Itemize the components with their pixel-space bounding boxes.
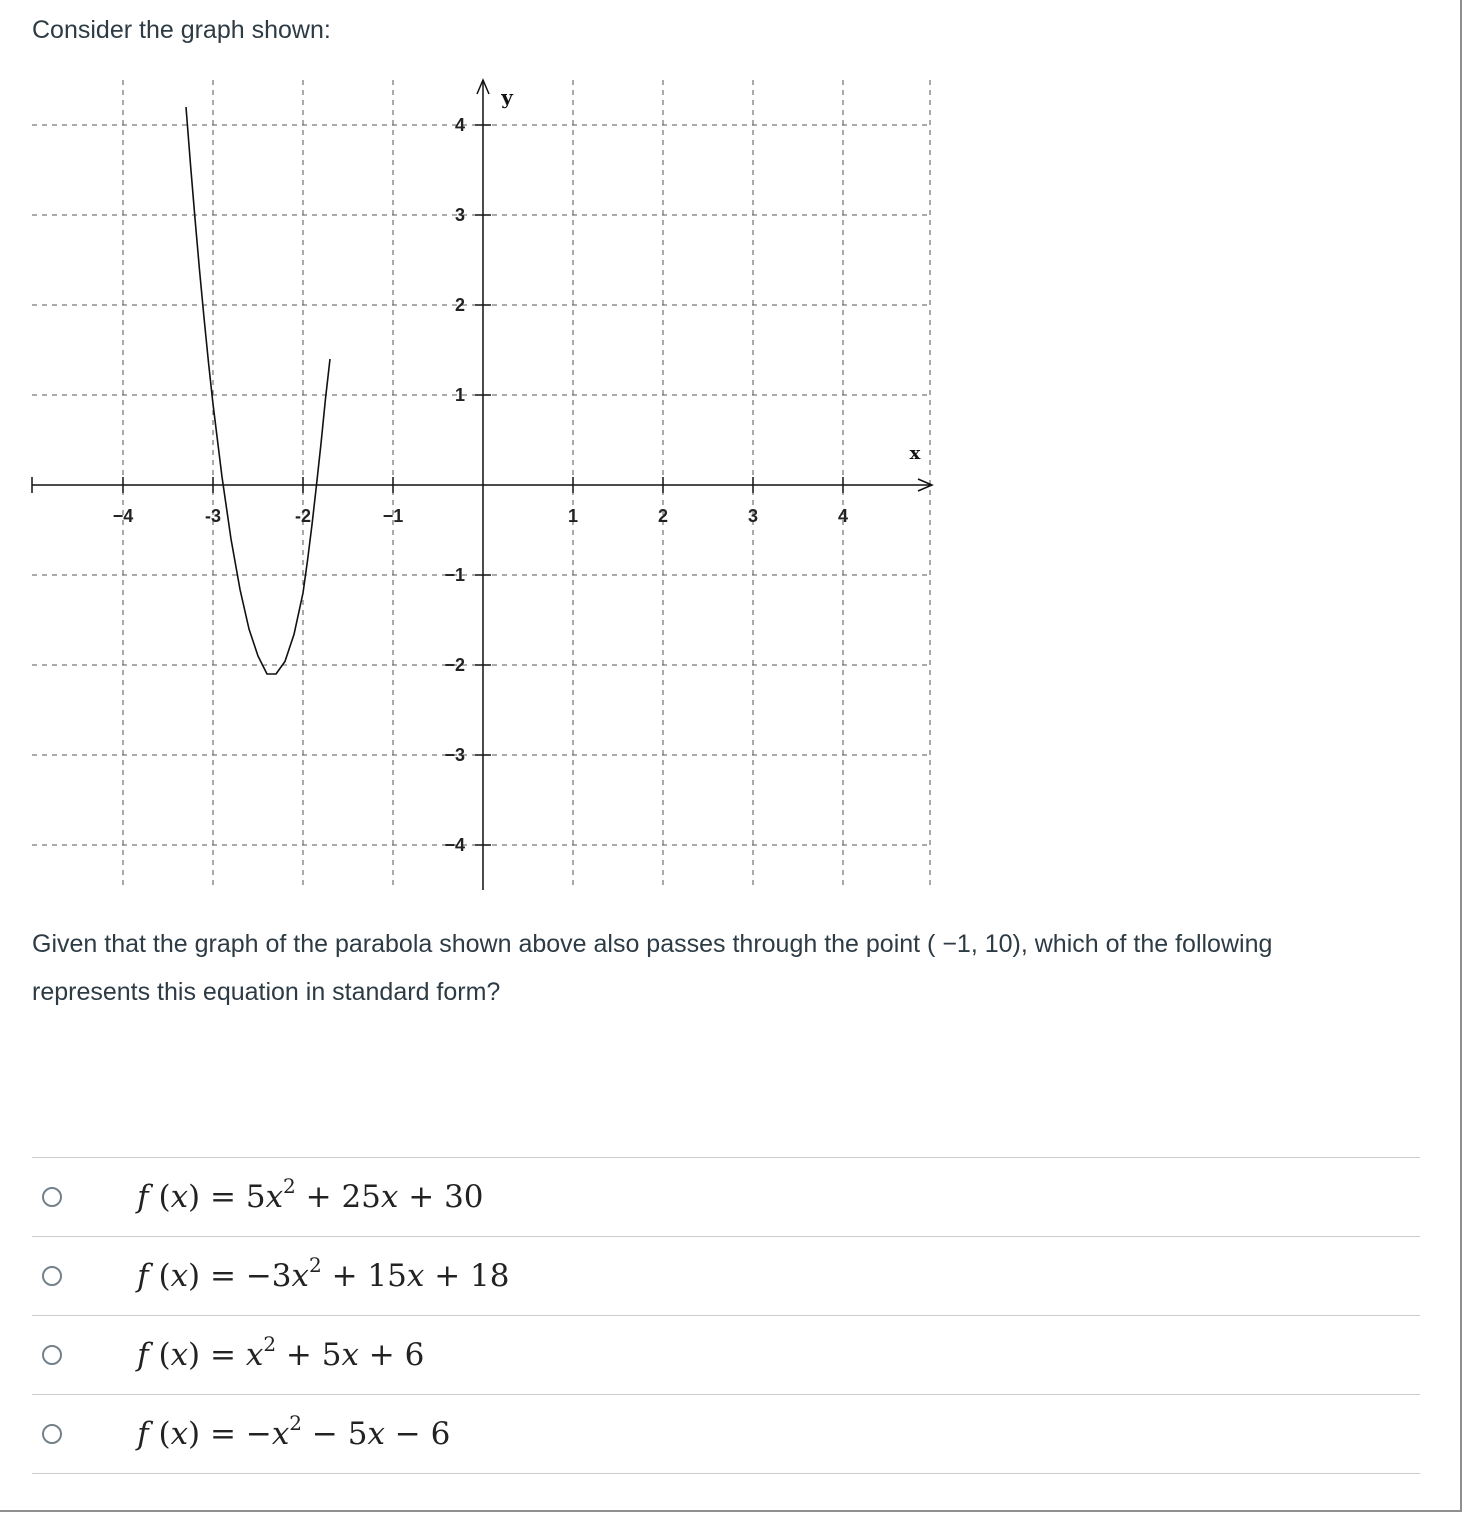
y-tick-label: −3 xyxy=(444,745,465,765)
y-tick-label: −2 xyxy=(444,655,465,675)
answer-option-4[interactable] xyxy=(32,1395,1420,1474)
tick-labels xyxy=(113,85,921,855)
answer-equation: f $(x) = x^2 + 5x + 6$ xyxy=(137,1332,425,1373)
y-tick-label: 2 xyxy=(454,295,465,315)
x-tick-label: 4 xyxy=(837,506,849,526)
x-tick-label: 1 xyxy=(567,506,579,526)
parabola-curve xyxy=(186,107,330,674)
y-tick-label: −1 xyxy=(444,565,465,585)
x-tick-label: 3 xyxy=(747,506,759,526)
radio-button[interactable] xyxy=(42,1424,62,1444)
intro-text: Consider the graph shown: xyxy=(32,16,331,44)
parabola-graph xyxy=(0,60,960,900)
y-tick-label: 1 xyxy=(454,385,465,405)
y-axis-label: y xyxy=(501,85,513,109)
question-text: Given that the graph of the parabola shown above also passes through the point ( −1, 10), which of the following represents this equation in standard form? xyxy=(32,930,1273,1006)
radio-button[interactable] xyxy=(42,1345,62,1365)
x-tick-label: −1 xyxy=(382,506,404,526)
y-tick-label: −4 xyxy=(444,835,465,855)
answer-equation: f $(x) = -x^2 - 5x - 6$ xyxy=(137,1411,451,1452)
radio-button[interactable] xyxy=(42,1266,62,1286)
axes xyxy=(32,80,932,890)
answer-list xyxy=(32,1157,1420,1474)
y-tick-label: 3 xyxy=(454,205,465,225)
answer-equation: f $(x) = -3x^2 + 15x + 18$ xyxy=(137,1253,510,1294)
x-tick-label: -3 xyxy=(204,506,222,526)
radio-button[interactable] xyxy=(42,1187,62,1207)
x-tick-label: 2 xyxy=(657,506,669,526)
x-tick-label: -2 xyxy=(294,506,312,526)
x-tick-label: −4 xyxy=(112,506,134,526)
y-tick-label: 4 xyxy=(454,115,465,135)
answer-equation: f $(x) = 5x^2 + 25x + 30$ xyxy=(137,1174,484,1215)
parabola-line xyxy=(186,107,330,674)
x-axis-label: x xyxy=(909,443,921,464)
